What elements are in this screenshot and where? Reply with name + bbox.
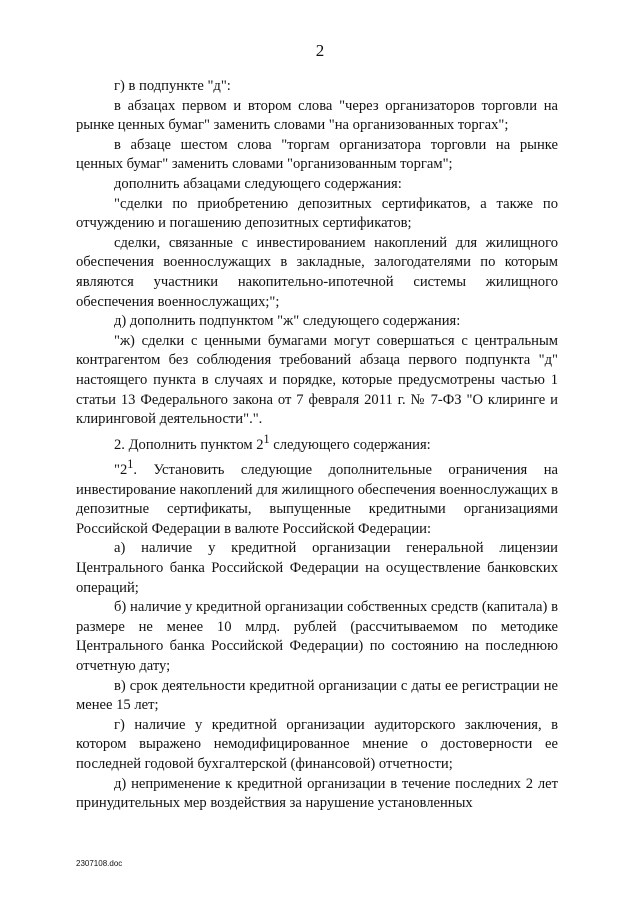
paragraph-subitem-zh: "ж) сделки с ценными бумагами могут совершаться с центральным контрагентом без соблюдения требований абзаца первого подпункта "д" настоящего пункта в случаях и порядке, которые предусмотрены частью 1 статьи 13 Федерального закона от 7 февраля 2011 г. № 7-ФЗ "О клиринге и клиринговой деятельности".". xyxy=(76,332,558,428)
paragraph-sixth-abzac: в абзаце шестом слова "торгам организатора торговли на рынке ценных бумаг" заменить словами "организованным торгам"; xyxy=(76,136,558,173)
paragraph-item-2 xyxy=(76,430,558,455)
item21-superscript: 1 xyxy=(127,457,134,472)
paragraph-amend-g: г) в подпункте "д": xyxy=(114,78,231,94)
paragraph-amend-d: д) дополнить подпунктом "ж" следующего содержания: xyxy=(114,313,461,330)
paragraph-deposit-certificates: "сделки по приобретению депозитных сертификатов, а также по отчуждению и погашению депозитных сертификатов; xyxy=(76,195,558,232)
condition-d: д) неприменение к кредитной организации в течение последних 2 лет принудительных мер воздействия за нарушение установленных xyxy=(76,775,558,812)
condition-g: г) наличие у кредитной организации аудиторского заключения, в котором выражено немодифицированное мнение о достоверности ее последней годовой бухгалтерской (финансовой) отчетности; xyxy=(76,716,558,772)
condition-a: а) наличие у кредитной организации генеральной лицензии Центрального банка Российской Федерации на осуществление банковских операций; xyxy=(76,540,558,596)
page-number: 2 xyxy=(315,41,325,60)
item21-text-end: . Установить следующие дополнительные ограничения на инвестирование накоплений для жилищного обеспечения военнослужащих в депозитные сертификаты, выпущенные кредитными организациями Российской Федерации в валюте Российской Федерации: xyxy=(76,462,558,537)
paragraph-mortgage-deals: сделки, связанные с инвестированием накоплений для жилищного обеспечения военнослужащих в закладные, залогодателями по которым являются участники накопительно-ипотечной системы жилищного обеспечения военнослужащих;"; xyxy=(76,234,558,310)
paragraph-first-second-abzac: в абзацах первом и втором слова "через организаторов торговли на рынке ценных бумаг" заменить словами "на организованных торгах"; xyxy=(76,97,558,134)
document-body xyxy=(76,77,558,814)
item2-superscript: 1 xyxy=(263,431,270,446)
item2-text-end: следующего содержания: xyxy=(269,436,431,453)
footer-file-code: 2307108.doc xyxy=(76,859,123,868)
paragraph-item-2-1 xyxy=(76,455,558,539)
condition-b: б) наличие у кредитной организации собственных средств (капитала) в размере не менее 10 млрд. рублей (рассчитываемом по методике Центрального банка Российской Федерации) по состоянию на последнюю отчетную дату; xyxy=(76,599,558,674)
item2-text-start: 2. Дополнить пунктом 2 xyxy=(114,436,264,453)
condition-v: в) срок деятельности кредитной организации с даты ее регистрации не менее 15 лет; xyxy=(76,677,558,714)
item21-text-start: "2 xyxy=(114,462,128,478)
paragraph-add-abzacs: дополнить абзацами следующего содержания: xyxy=(114,175,402,192)
